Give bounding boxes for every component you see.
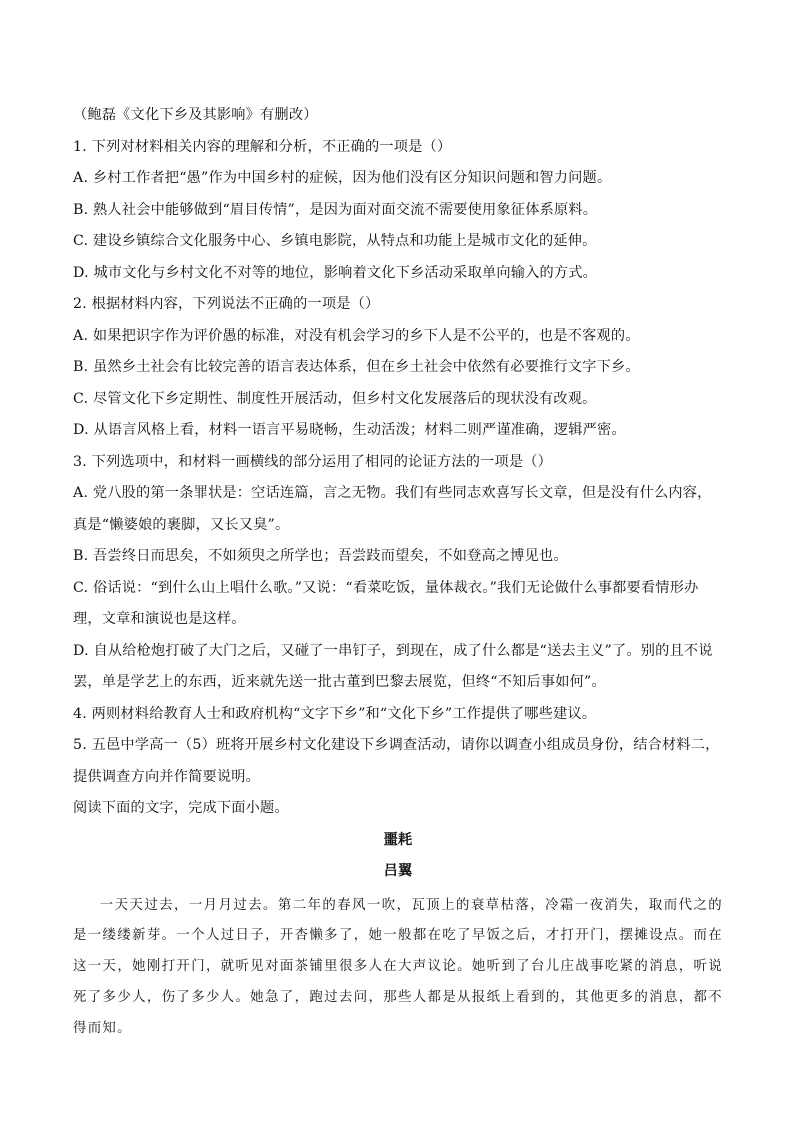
question-3-stem: 3. 下列选项中，和材料一画横线的部分运用了相同的论证方法的一项是（） — [73, 453, 553, 470]
source-note: （鲍磊《文化下乡及其影响》有删改） — [73, 107, 318, 123]
question-1-option-d: D. 城市文化与乡村文化不对等的地位，影响着文化下乡活动采取单向输入的方式。 — [73, 264, 598, 281]
question-1-stem: 1. 下列对材料相关内容的理解和分析，不正确的一项是（） — [73, 138, 452, 155]
question-1-option-a: A. 乡村工作者把“愚”作为中国乡村的症候，因为他们没有区分知识问题和智力问题。 — [73, 170, 612, 186]
question-4-stem: 4. 两则材料给教育人士和政府机构“文字下乡”和“文化下乡”工作提供了哪些建议。 — [73, 705, 597, 722]
question-2-stem: 2. 根据材料内容，下列说法不正确的一项是（） — [73, 296, 380, 312]
story-paragraph: 一天天过去，一月月过去。第二年的春风一吹，瓦顶上的衰草枯落，冷霜一夜消失，取而代之的是一缕缕新芽。一个人过日子，开杏懒多了，她一般都在吃了早饭之后，才打开门，摆摊设点。而在这一天，她刚打开门，就听见对面茶铺里很多人在大声议论。她听到了台儿庄战事吃紧的消息，听说死了多少人，伤了多少人。她急了，跑过去问，那些人都是从报纸上看到的，其他更多的消息，都不得而知。 — [73, 897, 723, 1036]
question-2-option-b: B. 虽然乡土社会有比较完善的语言表达体系，但在乡土社会中依然有必要推行文字下乡。 — [73, 359, 640, 375]
question-3-option-a: A. 党八股的第一条罪状是：空话连篇，言之无物。我们有些同志欢喜写长文章，但是没有什么内容，真是“懒婆娘的裹脚，又长又臭”。 — [73, 485, 712, 533]
question-2-option-c: C. 尽管文化下乡定期性、制度性开展活动，但乡村文化发展落后的现状没有改观。 — [73, 390, 597, 407]
question-1-option-b: B. 熟人社会中能够做到“眉目传情”，是因为面对面交流不需要使用象征体系原料。 — [73, 201, 598, 218]
question-5-stem: 5. 五邑中学高一（5）班将开展乡村文化建设下乡调查活动，请你以调查小组成员身份，结合材料二，提供调查方向并作简要说明。 — [73, 737, 720, 785]
question-3-option-b: B. 吾尝终日而思矣，不如须臾之所学也；吾尝跂而望矣，不如登高之博见也。 — [73, 548, 568, 564]
question-1-option-c: C. 建设乡镇综合文化服务中心、乡镇电影院，从特点和功能上是城市文化的延伸。 — [73, 233, 597, 249]
question-3-option-d: D. 自从给枪炮打破了大门之后，又碰了一串钉子，到现在，成了什么都是“送去主义”了。别的且不说罢，单是学艺上的东西，近来就先送一批古董到巴黎去展览，但终“不知后事如何”。 — [73, 642, 713, 690]
question-3-option-c: C. 俗话说：“到什么山上唱什么歌。”又说：“看菜吃饭，量体裁衣。”我们无论做什么事都要看情形办理，文章和演说也是这样。 — [73, 579, 699, 627]
document-body — [73, 100, 723, 1044]
reading-instruction: 阅读下面的文字，完成下面小题。 — [73, 800, 289, 816]
question-2-option-a: A. 如果把识字作为评价愚的标准，对没有机会学习的乡下人是不公平的，也是不客观的。 — [73, 327, 640, 344]
story-title: 噩耗 — [383, 831, 413, 848]
story-author: 吕翼 — [383, 863, 413, 879]
question-2-option-d: D. 从语言风格上看，材料一语言平易晓畅，生动活泼；材料二则严谨准确，逻辑严密。 — [73, 422, 626, 438]
